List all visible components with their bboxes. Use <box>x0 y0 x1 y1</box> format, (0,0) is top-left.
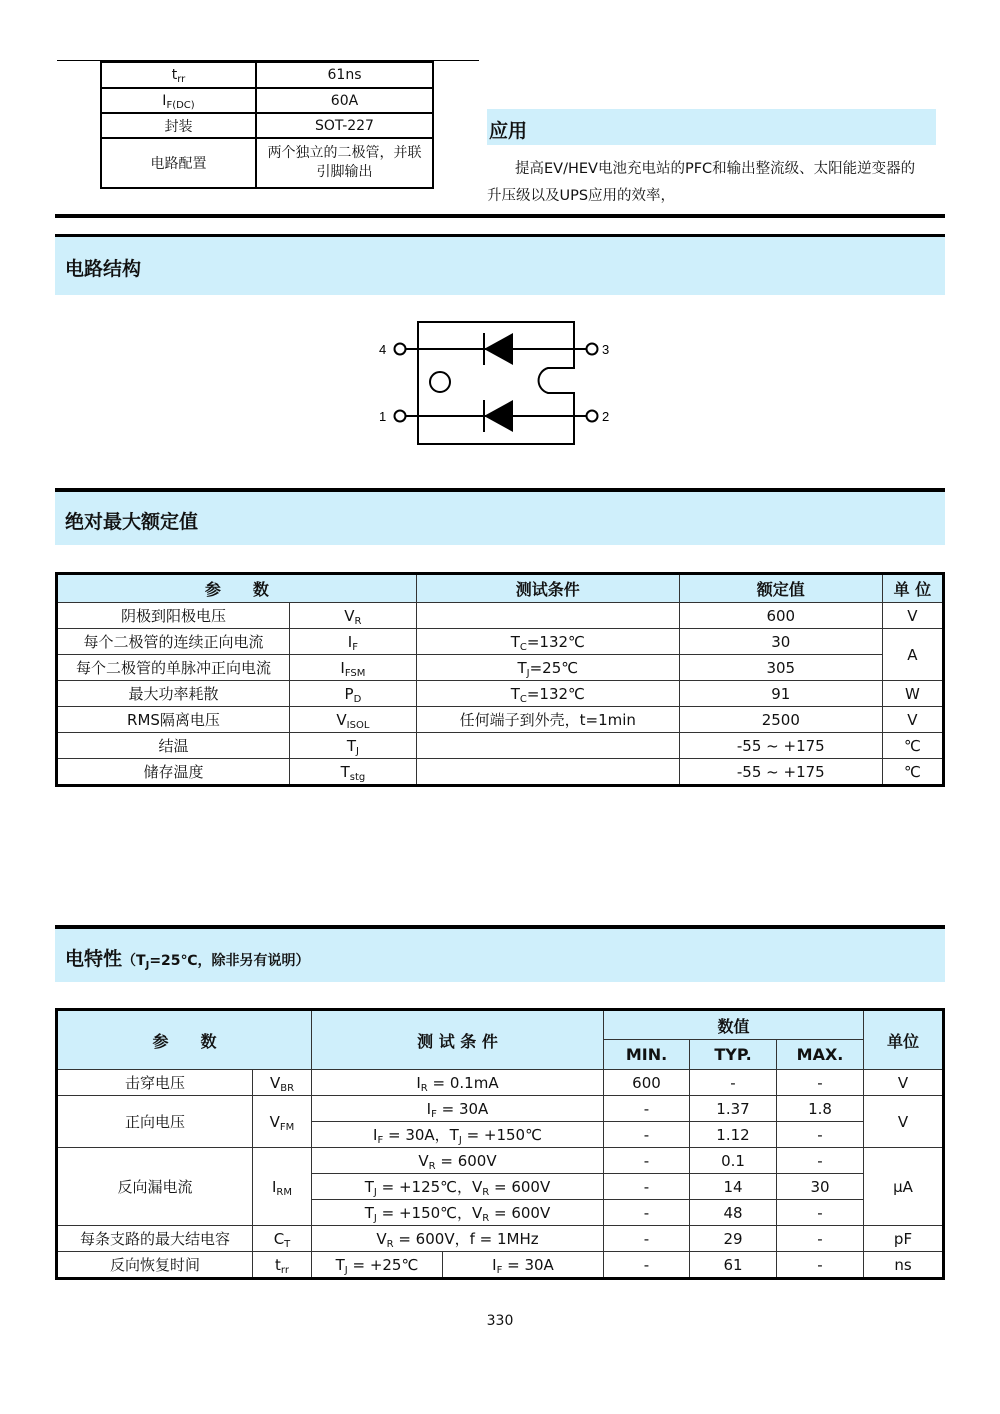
table-row: 反向漏电流 $I_{RM}$ $V_R = 600V$ - 0.1 - μA <box>57 1148 944 1174</box>
mounting-hole <box>430 372 450 392</box>
section-rule <box>55 214 945 218</box>
col-header: 额定值 <box>679 574 882 603</box>
table-row: 反向恢复时间 $t_{rr}$ $T_J$ = +25℃ $I_F = 30A$ - 61 - ns <box>57 1252 944 1279</box>
col-header: MIN. <box>604 1040 690 1070</box>
table-row: $I_F = 30A$，$T_J$ = +150℃ - 1.12 - <box>57 1122 944 1148</box>
spec-value: SOT-227 <box>256 113 433 138</box>
col-header: 数值 <box>604 1010 864 1040</box>
table-row: 正向电压 $V_{FM}$ $I_F = 30A$ - 1.37 1.8 V <box>57 1096 944 1122</box>
spec-label: 封装 <box>101 113 256 138</box>
spec-value: 60A <box>256 88 433 113</box>
application-title: 应用 <box>489 120 528 142</box>
spec-value: 两个独立的二极管，并联 引脚输出 <box>256 138 433 188</box>
table-row: 阴极到阳极电压 $V_R$ 600 V <box>57 603 944 629</box>
table-row: RMS隔离电压 $V_{ISOL}$ 任何端子到外壳，t=1min 2500 V <box>57 707 944 733</box>
col-header: 单 位 <box>882 574 943 603</box>
diode-bottom <box>484 400 513 432</box>
circuit-band <box>55 237 945 295</box>
table-row: 每个二极管的单脉冲正向电流 $I_{FSM}$ $T_J=25℃$ 305 <box>57 655 944 681</box>
ratings-table <box>55 572 945 787</box>
pin-label: 3 <box>602 342 610 357</box>
pin-label: 2 <box>602 409 610 424</box>
col-header: 测 试 条 件 <box>311 1010 603 1070</box>
table-row: 结温 $T_J$ -55 ~ +175 ℃ <box>57 733 944 759</box>
application-text: 提高EV/HEV电池充电站的PFC和输出整流级、太阳能逆变器的 升压级以及UPS应用的效率， <box>487 161 916 204</box>
application-band <box>487 109 936 145</box>
table-row: 最大功率耗散 $P_D$ $T_C=132℃$ 91 W <box>57 681 944 707</box>
circuit-diagram <box>370 310 630 455</box>
pin-1-terminal <box>395 411 406 422</box>
col-header: 单位 <box>864 1010 944 1070</box>
spec-table <box>100 61 434 189</box>
table-row: 储存温度 $T_{stg}$ -55 ~ +175 ℃ <box>57 759 944 786</box>
table-row: 每个二极管的连续正向电流 $I_F$ $T_C=132℃$ 30 A <box>57 629 944 655</box>
table-row: $T_J$ = +125℃，$V_R = 600V$ - 14 30 <box>57 1174 944 1200</box>
ratings-band <box>55 492 945 545</box>
package-outline <box>418 322 574 444</box>
pin-3-terminal <box>587 344 598 355</box>
page-number: 330 <box>486 1313 514 1329</box>
pin-label: 1 <box>379 409 387 424</box>
circuit-title: 电路结构 <box>65 258 142 280</box>
elec-band <box>55 929 945 982</box>
col-header: MAX. <box>777 1040 864 1070</box>
elec-table <box>55 1008 945 1280</box>
elec-title: 电特性（$T_J=25℃$，除非另有说明） <box>65 948 310 971</box>
pin-label: 4 <box>379 342 387 357</box>
table-row: 击穿电压 $V_{BR}$ $I_R = 0.1mA$ 600 - - V <box>57 1070 944 1096</box>
spec-label: 电路配置 <box>101 138 256 188</box>
pin-4-terminal <box>395 344 406 355</box>
spec-label: $t_{rr}$ <box>101 62 256 88</box>
table-row: 每条支路的最大结电容 $C_T$ $V_R = 600V$，f = 1MHz - 29 - pF <box>57 1226 944 1252</box>
diode-top <box>484 333 513 365</box>
col-header: 参 数 <box>57 574 417 603</box>
col-header: 参 数 <box>57 1010 312 1070</box>
col-header: 测试条件 <box>416 574 679 603</box>
col-header: TYP. <box>690 1040 777 1070</box>
spec-label: $I_{F(DC)}$ <box>101 88 256 113</box>
pin-2-terminal <box>587 411 598 422</box>
spec-value: 61ns <box>256 62 433 88</box>
ratings-title: 绝对最大额定值 <box>65 511 199 533</box>
table-row: $T_J$ = +150℃，$V_R = 600V$ - 48 - <box>57 1200 944 1226</box>
